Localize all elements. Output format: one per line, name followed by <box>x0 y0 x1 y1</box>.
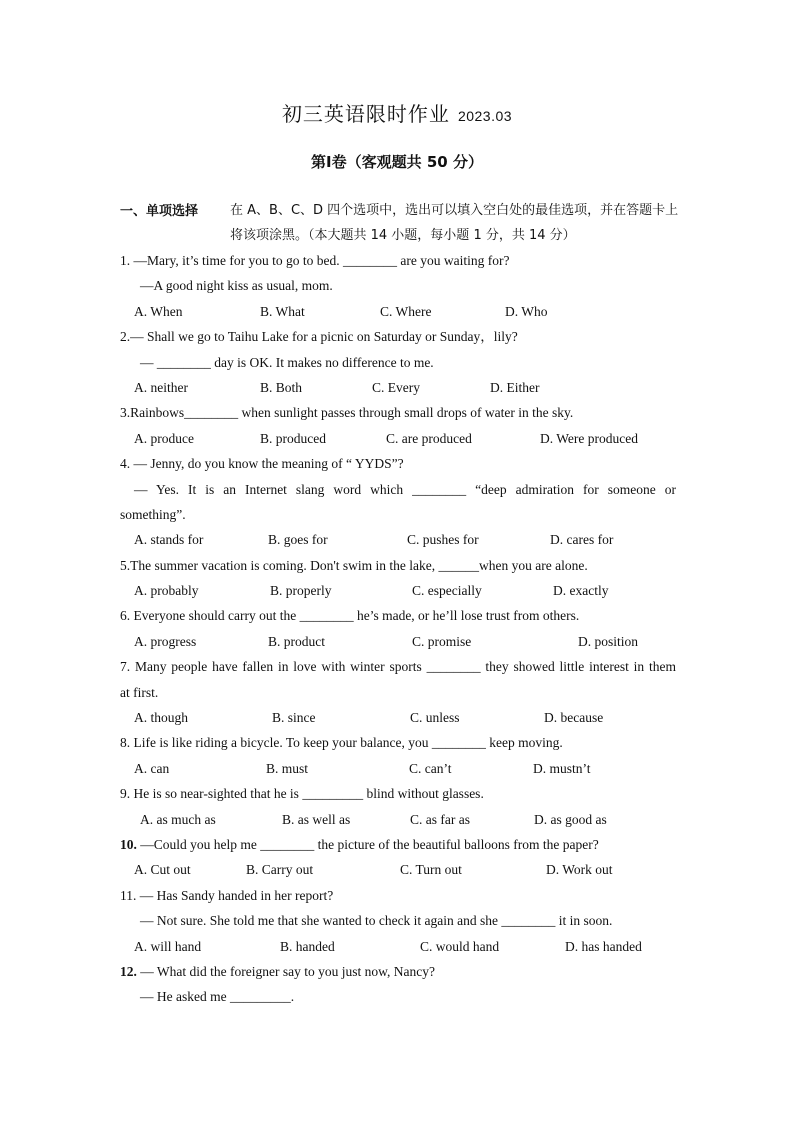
question-list <box>120 248 676 1010</box>
option-b: B. since <box>272 710 316 726</box>
question-2-options <box>120 375 676 400</box>
question-1-stem: 1. —Mary, it’s time for you to go to bed. ________ are you waiting for? <box>120 253 510 268</box>
question-10-stem <box>120 832 676 857</box>
question-2-reply: — ________ day is OK. It makes no difference to me. <box>140 354 434 370</box>
option-b: B. Both <box>260 379 303 395</box>
question-6-stem: 6. Everyone should carry out the ________ he’s made, or he’ll lose trust from others. <box>120 608 580 624</box>
option-a: A. as much as <box>140 811 216 827</box>
option-d: D. Either <box>490 379 540 395</box>
question-1-options <box>120 299 676 324</box>
option-c: C. unless <box>410 710 460 726</box>
option-d: D. mustn’t <box>533 760 591 776</box>
option-c: C. as far as <box>410 811 470 827</box>
option-a: A. progress <box>134 633 197 649</box>
section-label: 一、单项选择 <box>120 204 199 219</box>
question-12-reply: — He asked me _________. <box>140 989 295 1005</box>
question-4-options <box>120 527 676 552</box>
question-8-stem: 8. Life is like riding a bicycle. To keep your balance, you ________ keep moving. <box>120 735 563 751</box>
option-a: A. will hand <box>134 938 202 954</box>
question-2-stem: 2.— Shall we go to Taihu Lake for a picnic on Saturday or Sunday，lily? <box>120 329 518 345</box>
question-11-reply: — Not sure. She told me that she wanted to check it again and she ________ it in soon. <box>140 913 613 929</box>
option-b: B. What <box>260 303 305 319</box>
question-4-reply: — Yes. It is an Internet slang word which ________ “deep admiration for someone or <box>134 481 676 497</box>
question-10-number: 10. <box>120 836 137 852</box>
question-5-stem: 5.The summer vacation is coming. Don't swim in the lake, ______when you are alone. <box>120 557 588 573</box>
option-a: A. When <box>134 303 183 319</box>
option-d: D. Were produced <box>540 430 639 446</box>
question-10-options <box>120 857 676 882</box>
option-d: D. Work out <box>546 862 613 878</box>
option-b: B. product <box>268 633 325 649</box>
title-date: 2023.03 <box>457 108 513 124</box>
option-b: B. must <box>266 760 309 776</box>
section-instruction: 在 A、B、C、D 四个选项中，选出可以填入空白处的最佳选项，并在答题卡上将该项涂黑。（本大题共 14 小题，每小题 1 分，共 14 分） <box>230 203 679 243</box>
option-a: A. though <box>134 710 188 726</box>
option-c: C. would hand <box>420 938 500 954</box>
question-9-stem: 9. He is so near-sighted that he is _________ blind without glasses. <box>120 786 484 802</box>
question-6-options <box>120 629 676 654</box>
option-d: D. cares for <box>550 532 614 548</box>
paper-part-heading: 第Ⅰ卷（客观题共 50 分） <box>311 153 483 171</box>
question-11-stem: 11. — Has Sandy handed in her report? <box>120 887 334 903</box>
option-a: A. probably <box>134 583 199 599</box>
option-a: A. Cut out <box>134 862 191 878</box>
option-b: B. produced <box>260 430 326 446</box>
question-9-options <box>120 807 676 832</box>
question-12-text: — What did the foreigner say to you just now, Nancy? <box>136 963 435 979</box>
question-10-text: —Could you help me ________ the picture of the beautiful balloons from the paper? <box>136 836 599 852</box>
option-d: D. because <box>544 710 604 726</box>
option-c: C. pushes for <box>407 532 479 548</box>
option-b: B. as well as <box>282 811 351 827</box>
option-d: D. exactly <box>553 583 609 599</box>
question-11-options <box>120 934 676 959</box>
option-b: B. properly <box>270 583 332 599</box>
question-12-stem <box>120 959 676 984</box>
page-title <box>0 98 794 127</box>
question-3-stem: 3.Rainbows________ when sunlight passes through small drops of water in the sky. <box>120 405 574 421</box>
question-5-options <box>120 578 676 603</box>
option-a: A. stands for <box>134 532 204 548</box>
option-d: D. Who <box>505 303 548 319</box>
option-b: B. goes for <box>268 532 328 548</box>
option-d: D. as good as <box>534 811 607 827</box>
question-7-stem: 7. Many people have fallen in love with winter sports ________ they showed little interest in them <box>120 659 676 675</box>
option-b: B. Carry out <box>246 862 314 878</box>
option-c: C. especially <box>412 583 482 599</box>
question-7-stem-cont: at first. <box>120 684 159 700</box>
option-a: A. produce <box>134 430 194 446</box>
question-1-reply: —A good night kiss as usual, mom. <box>140 278 333 294</box>
option-a: A. neither <box>134 379 188 395</box>
question-12-number: 12. <box>120 963 137 979</box>
option-d: D. position <box>578 633 639 649</box>
option-c: C. promise <box>412 633 472 649</box>
option-d: D. has handed <box>565 938 642 954</box>
question-8-options <box>120 756 676 781</box>
option-c: C. Every <box>372 379 420 395</box>
title-text: 初三英语限时作业 <box>281 102 450 126</box>
option-c: C. are produced <box>386 430 472 446</box>
question-4-reply-cont: something”. <box>120 506 186 522</box>
option-a: A. can <box>134 760 170 776</box>
question-4-stem: 4. — Jenny, do you know the meaning of “ YYDS”? <box>120 456 404 472</box>
option-c: C. can’t <box>409 760 452 776</box>
question-7-options <box>120 705 676 730</box>
option-c: C. Where <box>380 303 432 319</box>
option-c: C. Turn out <box>400 862 462 878</box>
option-b: B. handed <box>280 938 335 954</box>
question-3-options <box>120 426 676 451</box>
